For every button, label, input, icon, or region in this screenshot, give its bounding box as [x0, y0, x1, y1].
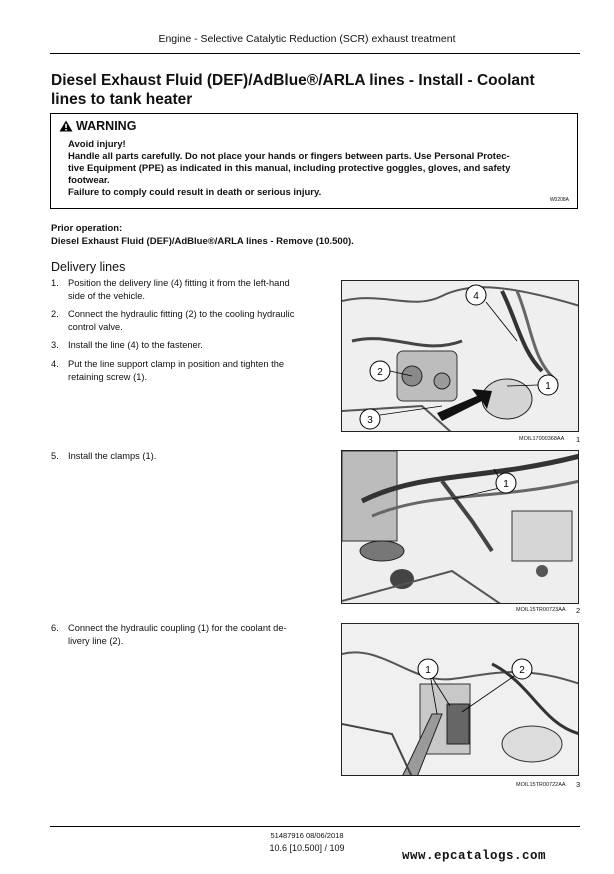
section-heading: Delivery lines	[51, 260, 126, 274]
callout-label: 3	[367, 415, 373, 426]
watermark: www.epcatalogs.com	[402, 849, 547, 863]
warning-triangle-icon	[59, 120, 73, 132]
figure-3-caption: MOIL15TR00722AA	[516, 782, 566, 788]
figure-3-drawing	[342, 624, 579, 776]
callout-label: 2	[377, 367, 383, 378]
callout-2	[370, 361, 390, 381]
footer-page-number: 10.6 [10.500] / 109	[269, 843, 345, 853]
step-line: Connect the hydraulic coupling (1) for the coolant de-	[68, 623, 287, 633]
footer-rule	[50, 826, 580, 827]
step-line: Position the delivery line (4) fitting it from the left-hand	[68, 278, 290, 288]
warning-heading	[59, 119, 136, 133]
figure-1-photo	[341, 280, 579, 432]
step-line: livery line (2).	[68, 635, 124, 646]
figure-2-photo	[341, 450, 579, 604]
step-line: control valve.	[68, 321, 123, 332]
step-text: Install the line (4) to the fastener.	[68, 340, 203, 350]
step-line: retaining screw (1).	[68, 371, 148, 382]
warning-label: WARNING	[76, 119, 137, 133]
callout-2	[512, 659, 532, 679]
callout-label: 2	[519, 665, 525, 676]
figure-3-number: 3	[576, 780, 581, 789]
page-title	[51, 71, 581, 109]
callout-3	[360, 409, 380, 429]
warning-line: Failure to comply could result in death or serious injury.	[68, 187, 322, 198]
callout-1	[538, 375, 558, 395]
step-number: 3.	[51, 340, 59, 350]
warning-text	[68, 139, 573, 199]
step-text	[68, 277, 290, 302]
callout-label: 4	[473, 291, 479, 302]
step-5	[51, 450, 321, 463]
step-number: 6.	[51, 623, 59, 633]
prior-operation	[51, 223, 354, 248]
figure-2-caption: MOIL15TR00723AA	[516, 607, 566, 613]
callout-1	[496, 473, 516, 493]
step-number: 2.	[51, 309, 59, 319]
step-text: Install the clamps (1).	[68, 451, 157, 461]
step-6	[51, 622, 321, 647]
step-3	[51, 339, 321, 352]
callout-1	[418, 659, 438, 679]
callout-label: 1	[545, 381, 551, 392]
callout-4	[466, 285, 486, 305]
step-number: 5.	[51, 451, 59, 461]
step-text	[68, 622, 287, 647]
warning-line: tive Equipment (PPE) as indicated in this manual, including protective goggles, gloves, and safety	[68, 163, 511, 174]
step-text	[68, 358, 284, 383]
step-number: 1.	[51, 278, 59, 288]
title-line-2: lines to tank heater	[51, 91, 193, 108]
warning-line: Handle all parts carefully. Do not place your hands or fingers between parts. Use Personal Protec-	[68, 151, 510, 162]
step-4	[51, 358, 321, 383]
step-number: 4.	[51, 359, 59, 369]
step-line: Put the line support clamp in position and tighten the	[68, 359, 285, 369]
figure-1-drawing	[342, 281, 579, 432]
figure-2-drawing	[342, 451, 579, 604]
page-header: Engine - Selective Catalytic Reduction (SCR) exhaust treatment	[158, 33, 456, 45]
figure-3-photo	[341, 623, 579, 776]
warning-line: footwear.	[68, 175, 110, 186]
callout-label: 1	[425, 665, 431, 676]
callout-label: 1	[503, 479, 509, 490]
step-text	[68, 308, 294, 333]
warning-code: W0208A	[549, 197, 569, 203]
warning-line: Avoid injury!	[68, 139, 126, 150]
figure-2-number: 2	[576, 606, 581, 615]
figure-1-caption: MOIL17000368AA	[519, 436, 565, 442]
warning-box	[50, 113, 578, 209]
figure-1-number: 1	[576, 435, 581, 444]
title-line-1: Diesel Exhaust Fluid (DEF)/AdBlue®/ARLA lines - Install - Coolant	[51, 72, 535, 89]
prior-operation-link[interactable]: Diesel Exhaust Fluid (DEF)/AdBlue®/ARLA lines - Remove (10.500).	[51, 235, 354, 247]
footer-doc-number: 51487916 08/06/2018	[270, 831, 344, 840]
step-2	[51, 308, 321, 333]
step-line: side of the vehicle.	[68, 290, 146, 301]
prior-operation-label: Prior operation:	[51, 223, 123, 234]
header-rule	[50, 53, 580, 54]
step-line: Connect the hydraulic fitting (2) to the cooling hydraulic	[68, 309, 295, 319]
step-1	[51, 277, 321, 302]
